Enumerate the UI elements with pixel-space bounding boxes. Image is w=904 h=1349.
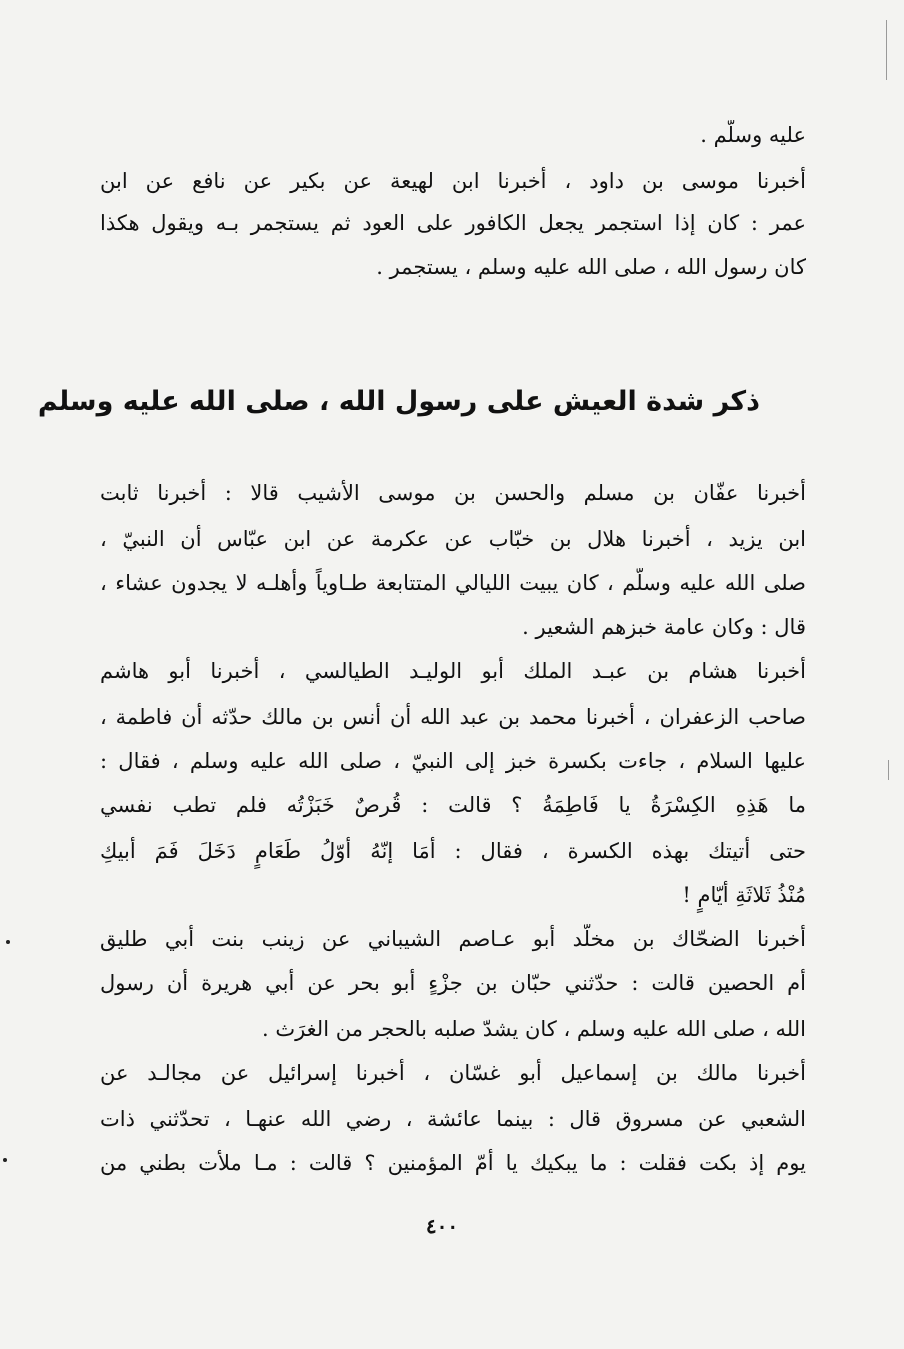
- text-line: عمر : كان إذا استجمر يجعل الكافور على العود ثم يستجمر بـه ويقول هكذا: [100, 211, 806, 235]
- text-line: مُنْذُ ثَلاثَةِ أيّامٍ !: [682, 883, 806, 907]
- section-heading: ذكر شدة العيش على رسول الله ، صلى الله عليه وسلم: [37, 386, 760, 417]
- text-line: يوم إذ بكت فقلت : ما يبكيك يا أمّ المؤمنين ؟ قالت : مـا ملأت بطني من: [100, 1151, 806, 1175]
- text-line: حتى أتيتك بهذه الكسرة ، فقال : أمَا إنّهُ أوّلُ طَعَامٍ دَخَلَ فَمَ أبيكِ: [100, 839, 806, 863]
- text-line: عليها السلام ، جاءت بكسرة خبز إلى النبيّ ، صلى الله عليه وسلم ، فقال :: [100, 749, 806, 773]
- text-line: صاحب الزعفران ، أخبرنا محمد بن عبد الله أن أنس بن مالك حدّثه أن فاطمة ،: [100, 705, 806, 729]
- text-line: أخبرنا الضحّاك بن مخلّد أبو عـاصم الشيباني عن زينب بنت أبي طليق: [100, 927, 806, 951]
- text-line: ابن يزيد ، أخبرنا هلال بن خبّاب عن عكرمة عن ابن عبّاس أن النبيّ ،: [100, 527, 806, 551]
- text-line: ما هَذِهِ الكِسْرَةُ يا فَاطِمَةُ ؟ قالت : قُرصٌ خَبَزْتُه فلم تطب نفسي: [100, 793, 806, 817]
- text-line: عليه وسلّم .: [700, 123, 806, 147]
- margin-dot: [6, 940, 10, 944]
- text-line: أخبرنا هشام بن عبـد الملك أبو الوليـد الطيالسي ، أخبرنا أبو هاشم: [100, 659, 806, 683]
- text-line: قال : وكان عامة خبزهم الشعير .: [522, 615, 806, 639]
- scan-edge-mark: [886, 20, 887, 80]
- text-line: أخبرنا موسى بن داود ، أخبرنا ابن لهيعة عن بكير عن نافع عن ابن: [100, 169, 806, 193]
- scan-edge-mark: [888, 760, 889, 780]
- text-line: الله ، صلى الله عليه وسلم ، كان يشدّ صلبه بالحجر من الغرَث .: [261, 1017, 806, 1041]
- text-line: أخبرنا مالك بن إسماعيل أبو غسّان ، أخبرنا إسرائيل عن مجالـد عن: [100, 1061, 806, 1085]
- margin-dot: [3, 1158, 7, 1162]
- text-line: الشعبي عن مسروق قال : بينما عائشة ، رضي الله عنهـا ، تحدّثني ذات: [100, 1107, 806, 1131]
- text-line: كان رسول الله ، صلى الله عليه وسلم ، يستجمر .: [376, 255, 806, 279]
- page-number: ٤٠٠: [425, 1214, 459, 1238]
- text-line: صلى الله عليه وسلّم ، كان يبيت الليالي المتتابعة طـاوياً وأهلـه لا يجدون عشاء ،: [100, 571, 806, 595]
- text-line: أم الحصين قالت : حدّثني حبّان بن جزْءٍ أبو بحر عن أبي هريرة أن رسول: [100, 971, 806, 995]
- text-line: أخبرنا عفّان بن مسلم والحسن بن موسى الأشيب قالا : أخبرنا ثابت: [100, 481, 806, 505]
